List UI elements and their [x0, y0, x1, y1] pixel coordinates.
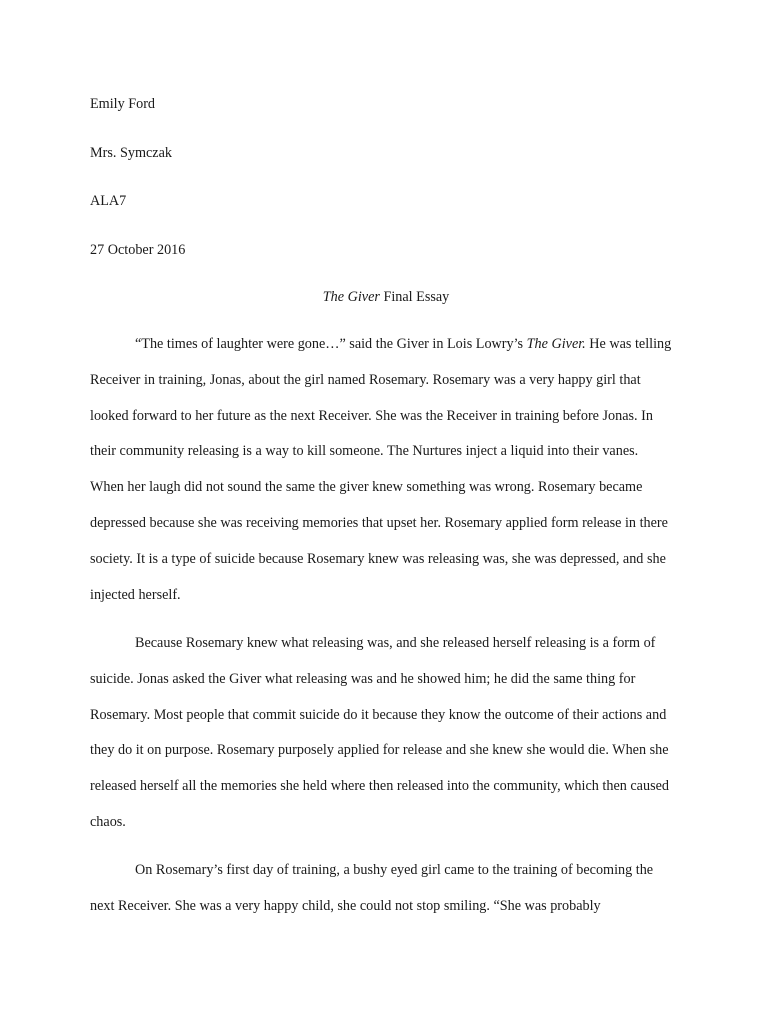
student-name: Emily Ford — [90, 96, 156, 112]
paragraph-1-rest: He was telling Receiver in training, Jonas, about the girl named Rosemary. Rosemary was a very happy girl that looked forward to her future as the next Receiver. She was the Receiver in training before Jonas. In their community releasing is a way to kill someone. The Nurtures inject a liquid into their vanes. When her laugh did not sound the same the giver knew something was wrong. Rosemary became depressed because she was receiving memories that upset her. Rosemary applied form release in there society. It is a type of suicide because Rosemary knew was releasing was, she was depressed, and she injected herself. — [90, 336, 672, 603]
course-name: ALA7 — [90, 193, 127, 209]
paragraph-1-book-title: The Giver. — [526, 336, 586, 352]
essay-title — [90, 288, 682, 306]
essay-date: 27 October 2016 — [90, 242, 186, 258]
paragraph-3: On Rosemary’s first day of training, a bushy eyed girl came to the training of becoming the next Receiver. She was a very happy child, she could not stop smiling. “She was probably — [90, 862, 654, 914]
paragraph-1-start: “The times of laughter were gone…” said the Giver in Lois Lowry’s — [135, 336, 527, 352]
teacher-name: Mrs. Symczak — [90, 145, 172, 161]
essay-title-book: The Giver — [322, 289, 380, 305]
paragraph-2: Because Rosemary knew what releasing was, and she released herself releasing is a form of suicide. Jonas asked the Giver what releasing was and he showed him; he did the same thing for Rosemary. Most people that commit suicide do it because they know the outcome of their actions and they do it on purpose. Rosemary purposely applied for release and she knew she would die. When she released herself all the memories she held where then released into the community, which then caused chaos. — [90, 635, 669, 830]
essay-title-rest: Final Essay — [379, 289, 450, 305]
paragraph-1 — [90, 327, 672, 613]
